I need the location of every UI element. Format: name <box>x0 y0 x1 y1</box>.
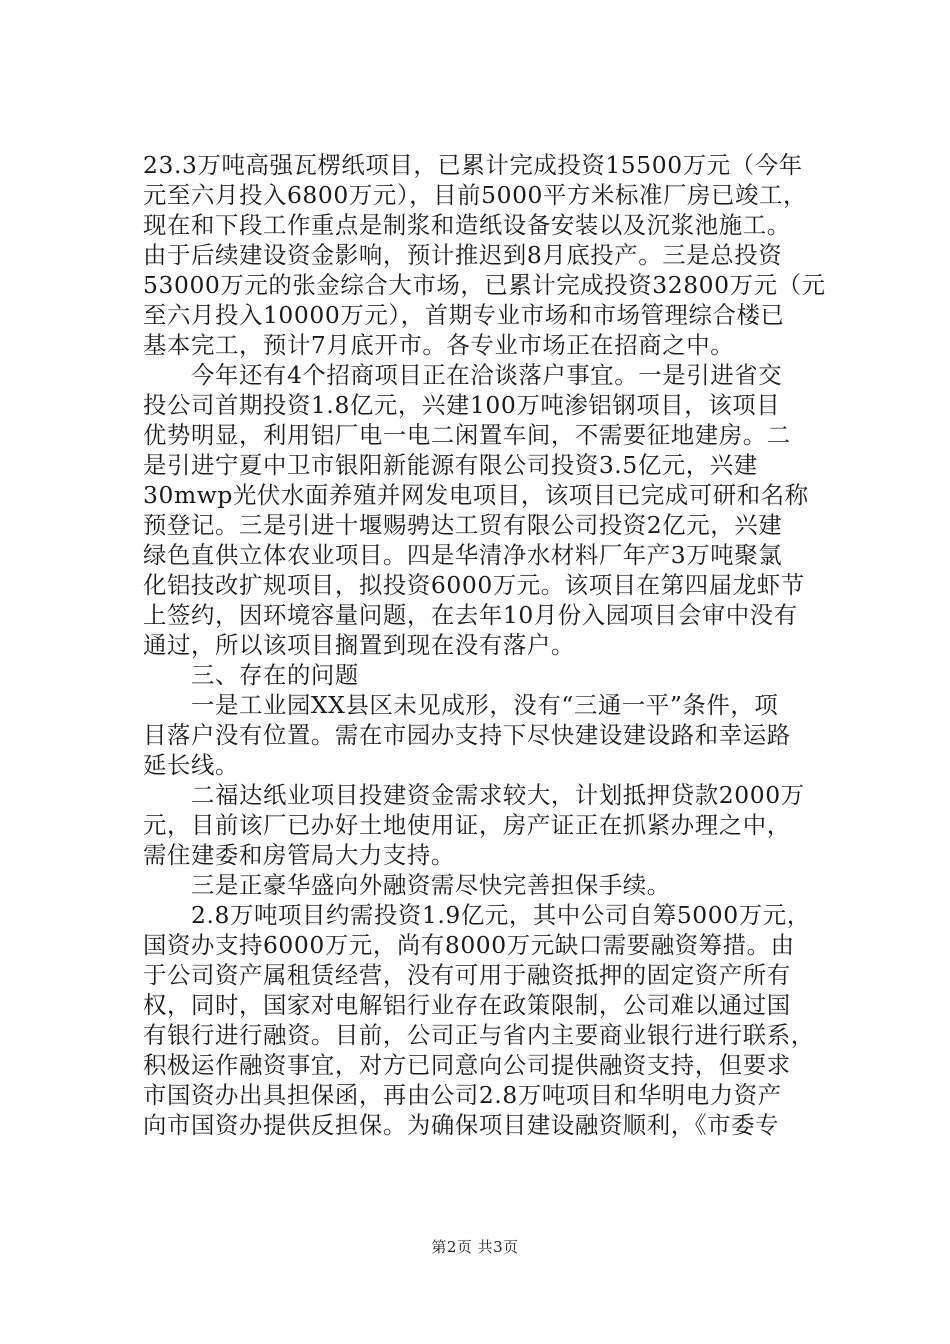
text-line: 于公司资产属租赁经营，没有可用于融资抵押的固定资产所有 <box>143 961 791 989</box>
text-line: 延长线。 <box>143 751 239 779</box>
text-line: 权，同时，国家对电解铝行业存在政策限制，公司难以通过国 <box>143 991 791 1019</box>
text-line: 23.3万吨高强瓦楞纸项目，已累计完成投资15500万元（今年 <box>143 151 803 179</box>
text-line: 向市国资办提供反担保。为确保项目建设融资顺利，《市委专 <box>143 1111 780 1139</box>
text-line: 至六月投入10000万元），首期专业市场和市场管理综合楼已 <box>143 301 785 329</box>
text-line: 53000万元的张金综合大市场，已累计完成投资32800万元（元 <box>143 271 826 299</box>
text-line: 今年还有4个招商项目正在洽谈落户事宜。一是引进省交 <box>143 361 783 389</box>
text-line: 二福达纸业项目投建资金需求较大，计划抵押贷款2000万 <box>143 781 805 809</box>
text-line: 现在和下段工作重点是制浆和造纸设备安装以及沉浆池施工。 <box>143 211 791 239</box>
text-line: 积极运作融资事宜，对方已同意向公司提供融资支持，但要求 <box>143 1051 791 1079</box>
text-line: 国资办支持6000万元，尚有8000万元缺口需要融资筹措。由 <box>143 931 795 959</box>
text-line: 基本完工，预计7月底开市。各专业市场正在招商之中。 <box>143 331 735 359</box>
text-line: 是引进宁夏中卫市银阳新能源有限公司投资3.5亿元，兴建 <box>143 451 758 479</box>
text-line: 需住建委和房管局大力支持。 <box>143 841 455 869</box>
text-line: 市国资办出具担保函，再由公司2.8万吨项目和华明电力资产 <box>143 1081 782 1109</box>
text-line: 2.8万吨项目约需投资1.9亿元，其中公司自筹5000万元， <box>143 901 811 929</box>
text-line: 预登记。三是引进十堰赐骋达工贸有限公司投资2亿元，兴建 <box>143 511 783 539</box>
text-line: 上签约，因环境容量问题，在去年10月份入园项目会审中没有 <box>143 601 798 629</box>
document-body <box>143 150 843 1140</box>
section-heading: 三、存在的问题 <box>143 661 359 689</box>
text-line: 通过，所以该项目搁置到现在没有落户。 <box>143 631 575 659</box>
text-line: 化铝技改扩规项目，拟投资6000万元。该项目在第四届龙虾节 <box>143 571 805 599</box>
text-line: 由于后续建设资金影响，预计推迟到8月底投产。三是总投资 <box>143 241 783 269</box>
text-line: 绿色直供立体农业项目。四是华清净水材料厂年产3万吨聚氯 <box>143 541 783 569</box>
page-number-footer: 第2页 共3页 <box>431 1238 519 1256</box>
text-line: 有银行进行融资。目前，公司正与省内主要商业银行进行联系， <box>143 1021 815 1049</box>
text-line: 目落户没有位置。需在市园办支持下尽快建设建设路和幸运路 <box>143 721 791 749</box>
text-line: 元，目前该厂已办好土地使用证，房产证正在抓紧办理之中， <box>143 811 791 839</box>
text-line: 30mwp光伏水面养殖并网发电项目，该项目已完成可研和名称 <box>143 481 809 509</box>
text-line: 三是正豪华盛向外融资需尽快完善担保手续。 <box>143 871 671 899</box>
text-line: 元至六月投入6800万元），目前5000平方米标准厂房已竣工， <box>143 181 807 209</box>
text-line: 投公司首期投资1.8亿元，兴建100万吨渗铝钢项目，该项目 <box>143 391 781 419</box>
text-line: 优势明显，利用铝厂电一电二闲置车间，不需要征地建房。二 <box>143 421 791 449</box>
text-line: 一是工业园XX县区未见成形，没有“三通一平”条件，项 <box>143 691 779 719</box>
